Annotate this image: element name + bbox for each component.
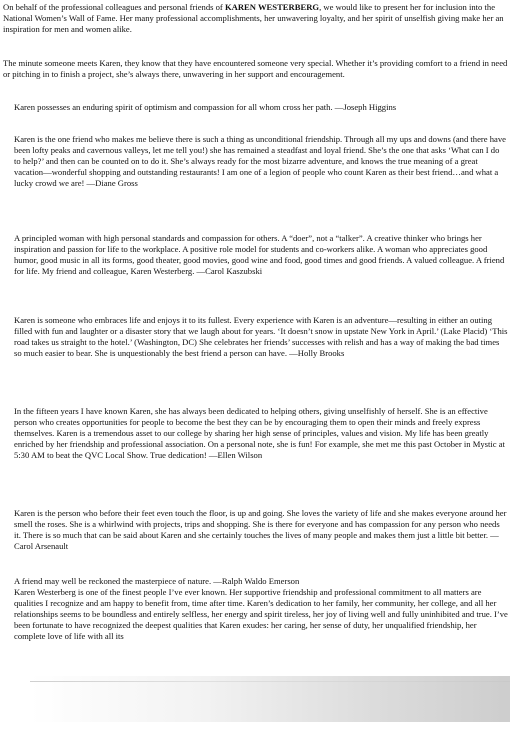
intro-paragraph-1 bbox=[3, 2, 508, 35]
testimonial-carol-kaszubski: A principled woman with high personal standards and compassion for others. A “doer”, not a “talker”. A creative thinker who brings her inspiration and passion for life to the workplace. A positive role model for students and co-workers alike. A woman who appreciates good humor, good music in all its forms, good theater, good movies, good wine and food, good times and good friends. A valued colleague. A friend for life. My friend and colleague, Karen Westerberg. —Carol Kaszubski bbox=[14, 233, 505, 276]
honoree-name: KAREN WESTERBERG bbox=[224, 2, 320, 12]
intro-text-start: On behalf of the professional colleagues and personal friends of bbox=[3, 2, 225, 12]
testimonial-holly-brooks: Karen is someone who embraces life and enjoys it to its fullest. Every experience with Karen is an adventure—resulting in either an outing filled with fun and laughter or a disaster story that we laugh about for years. ‘It doesn’t snow in upstate New York in April.’ (Lake Placid) ‘This road takes us straight to the hotel.’ (Washington, DC) She celebrates her friends’ successes with relish and has a way of making the bad times so much easier to bear. She is unquestionably the best friend a person can have. —Holly Brooks bbox=[14, 315, 508, 358]
testimonial-joseph-higgins: Karen possesses an enduring spirit of optimism and compassion for all whom cross her path. —Joseph Higgins bbox=[14, 102, 397, 112]
intro-text-end: , we would like to present her for inclusion into the National Women’s Wall of Fame. Her many professional accomplishments, her unwavering loyalty, and her spirit of unselfish giving make her an inspiration for men and women alike. bbox=[3, 2, 504, 34]
testimonial-emerson-and-tribute: A friend may well be reckoned the masterpiece of nature. —Ralph Waldo Emerson Karen Westerberg is one of the finest people I’ve ever known. Her supportive friendship and professional commitment to all matters are qualities I recognize and am happy to benefit from, time after time. Karen’s dedication to her family, her community, her college, and all her relationships seems to be boundless and entirely selfless, her energy and spirit tireless, her joy of living well and fully uninhibited and true. I’ve been fortunate to have recognized the deepest qualities that Karen exudes: her caring, her sense of duty, her unqualified friendship, her complete love of life with all its bbox=[14, 576, 508, 641]
scan-shading bbox=[30, 676, 510, 722]
testimonial-carol-arsenault: Karen is the person who before their feet even touch the floor, is up and going. She loves the variety of life and she makes everyone around her smell the roses. She is a whirlwind with projects, trips and shopping. She is there for everyone and has compassion for any person who needs it. There is so much that can be said about Karen and she certainly touches the lives of many people and makes them just a little bit better. —Carol Arsenault bbox=[14, 508, 507, 551]
testimonial-ellen-wilson: In the fifteen years I have known Karen, she has always been dedicated to helping others, giving unselfishly of herself. She is an effective person who creates opportunities for people to become the best they can be by encouraging them to open their minds and freely express themselves. Karen is a tremendous asset to our college by sharing her high sense of principles, values and vision. My life has been greatly enriched by her friendship and professional association. On a personal note, she is fun! For example, she met me this past October in Mystic at 5:30 AM to beat the QVC Local Show. True dedication! —Ellen Wilson bbox=[14, 406, 505, 460]
intro-paragraph-2: The minute someone meets Karen, they know that they have encountered someone very special. Whether it’s providing comfort to a friend in need or pitching in to finish a project, she’s always there, unwavering in her support and encouragement. bbox=[3, 58, 508, 79]
testimonial-diane-gross: Karen is the one friend who makes me believe there is such a thing as unconditional friendship. Through all my ups and downs (and there have been lofty peaks and cavernous valleys, let me tell you!) she has remained a steadfast and loyal friend. She’s the one that asks ‘What can I do to help?’ and then can be counted on to do it. She’s always ready for the most bizarre adventure, and knows the true meaning of a great vacation—wonderful shopping and outstanding restaurants! I am one of a legion of people who count Karen as their best friend…and what a lucky crowd we are! —Diane Gross bbox=[14, 134, 506, 188]
